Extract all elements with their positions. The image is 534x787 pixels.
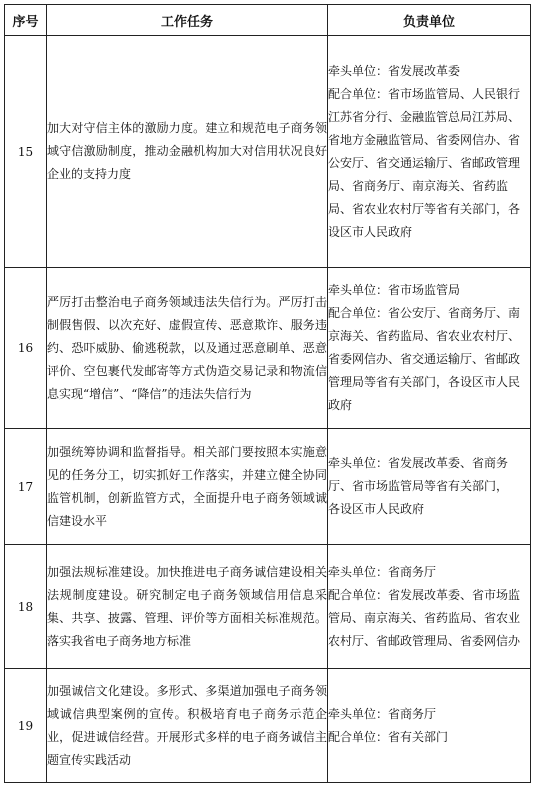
task-text: 加强法规标准建设。加快推进电子商务诚信建设相关法规制度建设。研究制定电子商务领域信用信息采集、共享、披露、管理、评价等方面相关标准规范。落实我省电子商务地方标准 bbox=[47, 545, 328, 669]
coop-units: 配合单位：省有关部门 bbox=[328, 729, 449, 744]
responsible-cell bbox=[328, 429, 531, 545]
table-row bbox=[5, 429, 531, 545]
coop-units: 配合单位：省市场监管局、人民银行江苏省分行、金融监管总局江苏局、省地方金融监管局、省委网信办、省公安厅、省交通运输厅、省邮政管理局、省商务厅、南京海关、省药监局、省农业农村厅等省有关部门，各设区市人民政府 bbox=[328, 86, 521, 239]
header-task: 工作任务 bbox=[47, 5, 328, 36]
lead-unit: 牵头单位：省发展改革委、省商务厅、省市场监管局等省有关部门， bbox=[328, 456, 509, 493]
responsible-cell bbox=[328, 268, 531, 429]
lead-unit: 牵头单位：省市场监管局 bbox=[328, 283, 461, 297]
table-row bbox=[5, 669, 531, 783]
row-number: 18 bbox=[5, 545, 47, 669]
lead-unit: 牵头单位：省商务厅 bbox=[328, 706, 437, 721]
task-text: 加强诚信文化建设。多形式、多渠道加强电子商务领域诚信典型案例的宣传。积极培育电子商务示范企业，促进诚信经营。开展形式多样的电子商务诚信主题宣传实践活动 bbox=[47, 669, 328, 783]
responsible-cell bbox=[328, 669, 531, 783]
row-number: 19 bbox=[5, 669, 47, 783]
coop-units: 配合单位：省发展改革委、省市场监管局、南京海关、省药监局、省农业农村厅、省邮政管理局、省委网信办 bbox=[328, 587, 521, 648]
table-row bbox=[5, 545, 531, 669]
lead-unit: 牵头单位：省商务厅 bbox=[328, 564, 437, 579]
task-text: 严厉打击整治电子商务领域违法失信行为。严厉打击制假售假、以次充好、虚假宣传、恶意欺诈、服务违约、恐吓威胁、偷逃税款，以及通过恶意刷单、恶意评价、空包裹代发邮寄等方式伪造交易记录和物流信息实现“增信”、“降信”的违法失信行为 bbox=[47, 268, 328, 429]
task-text: 加强统筹协调和监督指导。相关部门要按照本实施意见的任务分工，切实抓好工作落实，并建立健全协同监管机制，创新监管方式，全面提升电子商务领域诚信建设水平 bbox=[47, 429, 328, 545]
row-number: 17 bbox=[5, 429, 47, 545]
header-responsible-unit: 负责单位 bbox=[328, 5, 531, 36]
table-row bbox=[5, 268, 531, 429]
coop-units: 各设区市人民政府 bbox=[328, 502, 425, 516]
header-number: 序号 bbox=[5, 5, 47, 36]
responsible-cell bbox=[328, 545, 531, 669]
task-text: 加大对守信主体的激励力度。建立和规范电子商务领域守信激励制度，推动金融机构加大对信用状况良好企业的支持力度 bbox=[47, 36, 328, 268]
task-table bbox=[4, 4, 531, 783]
coop-units: 配合单位：省公安厅、省商务厅、南京海关、省药监局、省农业农村厅、省委网信办、省交通运输厅、省邮政管理局等省有关部门，各设区市人民政府 bbox=[328, 306, 521, 412]
responsible-cell bbox=[328, 36, 531, 268]
row-number: 16 bbox=[5, 268, 47, 429]
lead-unit: 牵头单位：省发展改革委 bbox=[328, 63, 461, 78]
row-number: 15 bbox=[5, 36, 47, 268]
header-row bbox=[5, 5, 531, 36]
table-row bbox=[5, 36, 531, 268]
